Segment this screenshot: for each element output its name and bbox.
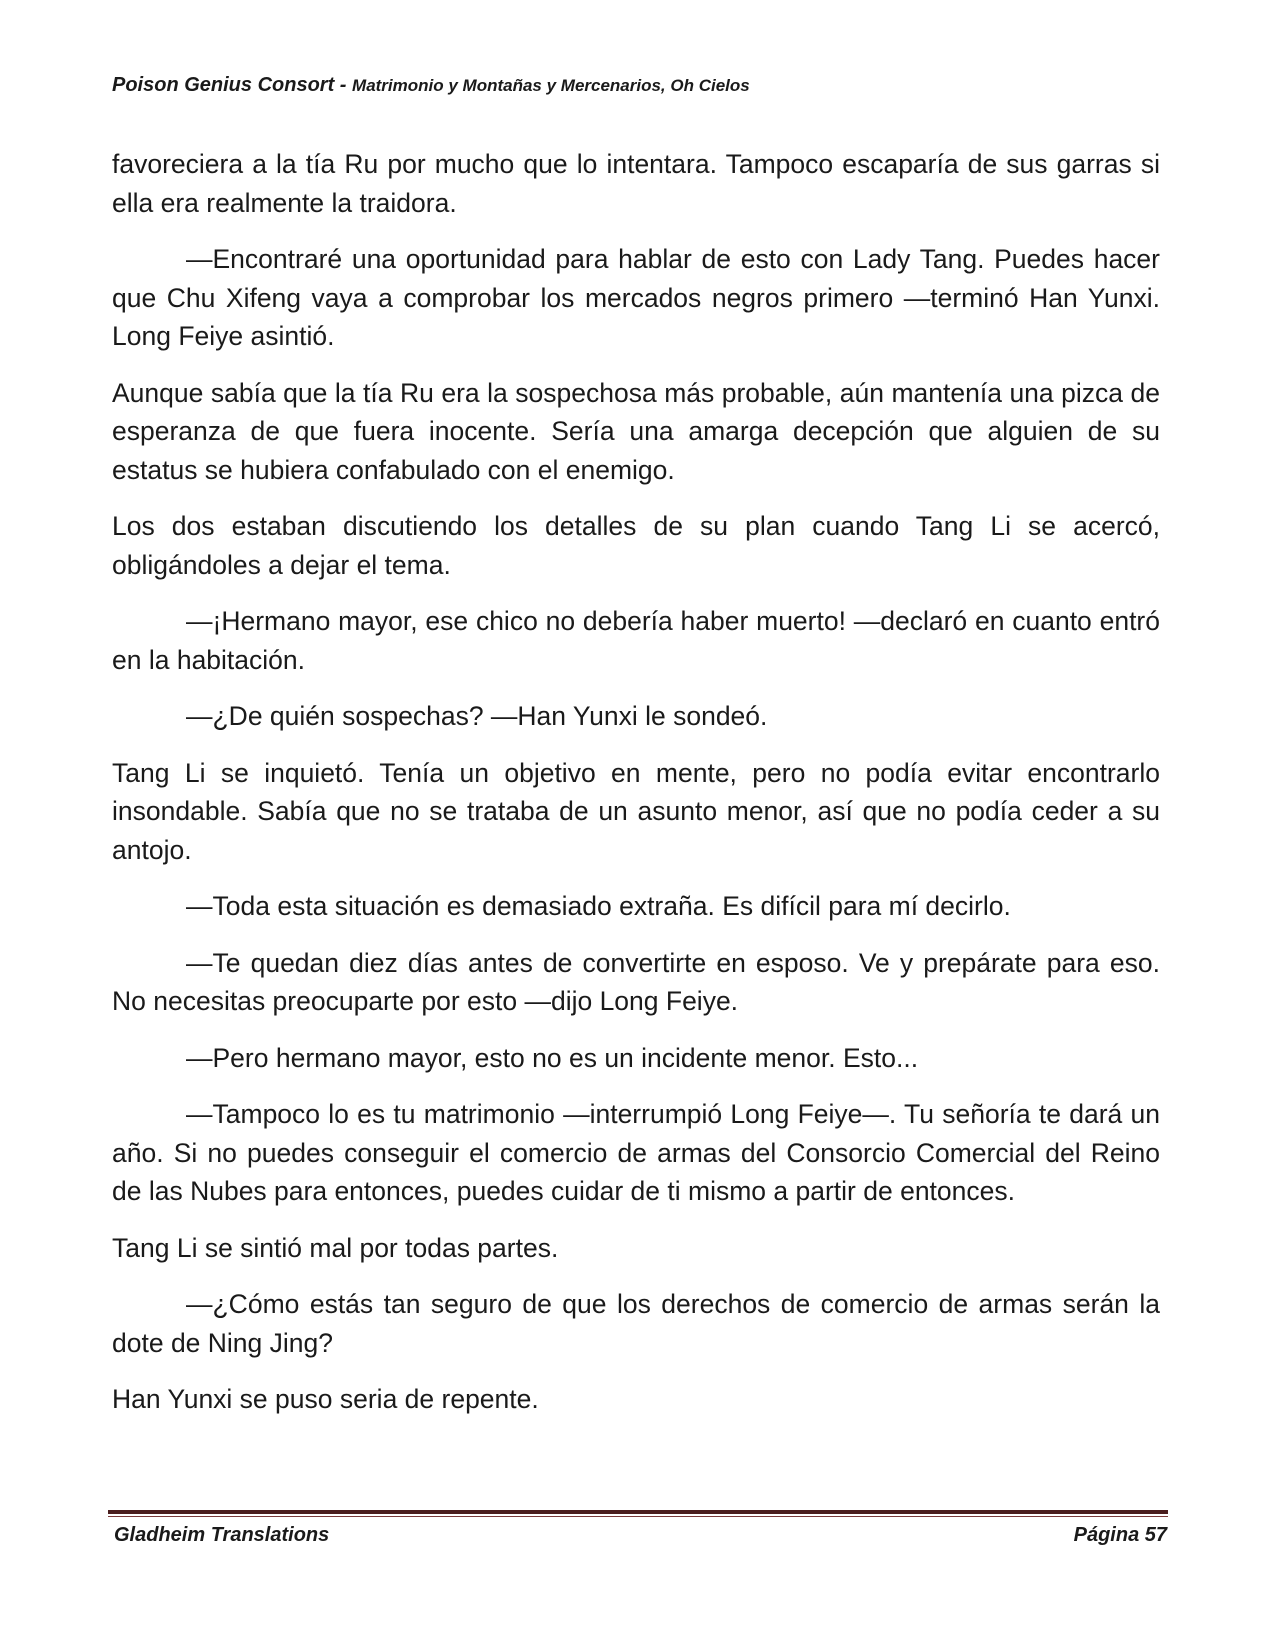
paragraph: Tang Li se sintió mal por todas partes. [112, 1232, 559, 1263]
page-number: Página 57 [1073, 1524, 1167, 1546]
page-body [112, 145, 1160, 1437]
page-header [112, 74, 750, 97]
footer-rule-thick [108, 1510, 1168, 1514]
paragraph: —Tampoco lo es tu matrimonio —interrumpió Long Feiye—. Tu señoría te dará un año. Si no puedes conseguir el comercio de armas del Consorcio Comercial del Reino de las Nubes para entonces, puedes cuidar de ti mismo a partir de entonces. [112, 1099, 1160, 1206]
footer-rule-thin [108, 1516, 1168, 1517]
paragraph: Tang Li se inquietó. Tenía un objetivo en mente, pero no podía evitar encontrarlo insondable. Sabía que no se trataba de un asunto menor, así que no podía ceder a su antojo. [112, 757, 1160, 865]
paragraph: Han Yunxi se puso seria de repente. [112, 1384, 539, 1414]
paragraph: —¿Cómo estás tan seguro de que los derechos de comercio de armas serán la dote de Ning Jing? [112, 1289, 1160, 1358]
paragraph: favoreciera a la tía Ru por mucho que lo intentara. Tampoco escaparía de sus garras si ella era realmente la traidora. [112, 149, 1160, 218]
paragraph: —¡Hermano mayor, ese chico no debería haber muerto! —declaró en cuanto entró en la habitación. [112, 606, 1160, 675]
paragraph: —Te quedan diez días antes de convertirte en esposo. Ve y prepárate para eso. No necesitas preocuparte por esto —dijo Long Feiye. [112, 947, 1160, 1016]
header-separator: - [334, 74, 353, 96]
paragraph: Aunque sabía que la tía Ru era la sospechosa más probable, aún mantenía una pizca de esperanza de que fuera inocente. Sería una amarga decepción que alguien de su estatus se hubiera confabulado con el enemigo. [112, 377, 1160, 485]
book-title: Poison Genius Consort [112, 74, 335, 96]
paragraph: —¿De quién sospechas? —Han Yunxi le sondeó. [186, 701, 768, 731]
paragraph: Los dos estaban discutiendo los detalles de su plan cuando Tang Li se acercó, obligándoles a dejar el tema. [112, 511, 1160, 580]
paragraph: —Toda esta situación es demasiado extraña. Es difícil para mí decirlo. [186, 891, 1011, 921]
footer-publisher: Gladheim Translations [114, 1524, 330, 1546]
paragraph: —Encontraré una oportunidad para hablar de esto con Lady Tang. Puedes hacer que Chu Xifeng vaya a comprobar los mercados negros primero —terminó Han Yunxi. Long Feiye asintió. [112, 244, 1160, 351]
chapter-subtitle: Matrimonio y Montañas y Mercenarios, Oh Cielos [352, 76, 750, 95]
paragraph: —Pero hermano mayor, esto no es un incidente menor. Esto... [186, 1042, 919, 1073]
